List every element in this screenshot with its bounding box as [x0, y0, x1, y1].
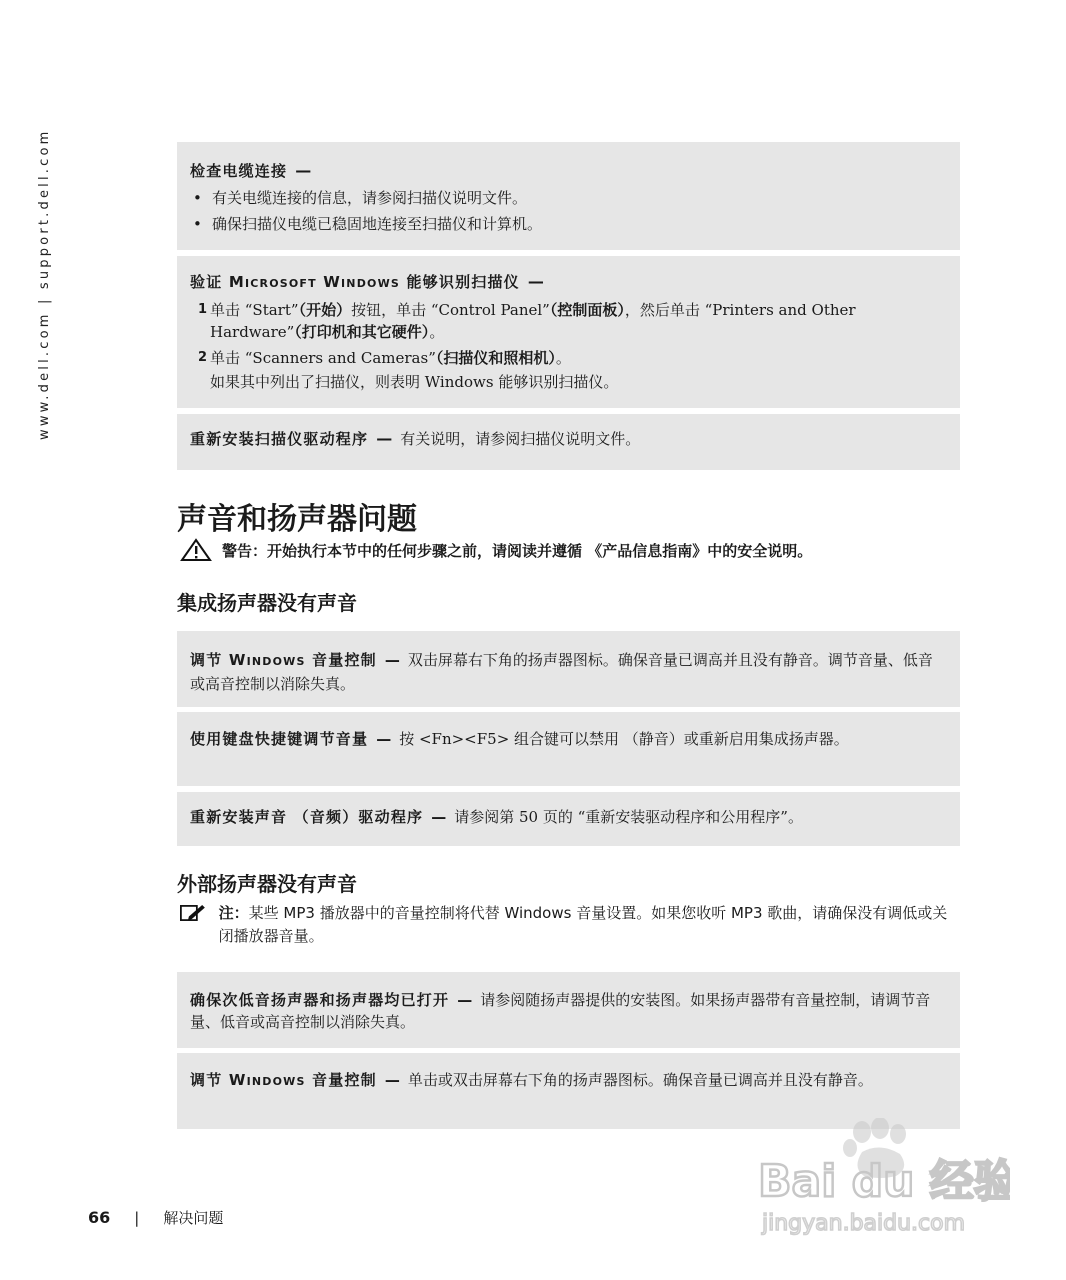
- reinstall-scanner-text: 有关说明，请参阅扫描仪说明文件。: [400, 430, 641, 448]
- note-pencil-icon: [180, 902, 207, 924]
- list-item: • 确保扫描仪电缆已稳固地连接至扫描仪和计算机。: [190, 211, 946, 237]
- verify-dash: —: [527, 272, 544, 291]
- subwoofer-dash: —: [457, 991, 473, 1009]
- external-volume-title-sc: INDOWS: [246, 1075, 306, 1088]
- keyboard-shortcut-text: 按 <Fn><F5> 组合键可以禁用 （静音）或重新启用集成扬声器。: [399, 730, 849, 748]
- subwoofer-title: 确保次低音扬声器和扬声器均已打开: [190, 991, 450, 1009]
- step1-part-f: （打印机和其它硬件）: [294, 323, 430, 341]
- footer-separator: |: [134, 1208, 140, 1227]
- sidebar-url: www.dell.com | support.dell.com: [37, 128, 52, 440]
- verify-title-sc2: INDOWS: [341, 277, 401, 290]
- cable-check-dash: —: [295, 161, 312, 180]
- cable-check-heading: [190, 160, 946, 181]
- step1-part-g: 。: [429, 323, 445, 341]
- baidu-watermark: [750, 1118, 1010, 1238]
- external-volume-dash: —: [384, 1071, 400, 1089]
- reinstall-audio-box: [177, 792, 960, 846]
- subwoofer-text: 请参阅随扬声器提供的安装图。如果扬声器带有音量控制，请调节音量、低音或高音控制以消除失真。: [190, 991, 931, 1031]
- reinstall-scanner-box: [177, 414, 960, 470]
- step2-part-b: （扫描仪和照相机）: [435, 349, 556, 367]
- verify-title-post: 能够识别扫描仪: [400, 273, 520, 291]
- cable-check-box: [177, 142, 960, 250]
- integrated-volume-title-pre: 调节 W: [190, 651, 247, 669]
- warning-notice: [180, 538, 960, 562]
- step1-part-d: （控制面板）: [549, 301, 625, 319]
- reinstall-audio-dash: —: [431, 808, 447, 826]
- reinstall-audio-text: 请参阅第 50 页的 “重新安装驱动程序和公用程序”。: [454, 808, 803, 826]
- verify-step-2: [190, 347, 946, 369]
- step2-part-a: 单击 “Scanners and Cameras”: [210, 349, 436, 367]
- integrated-volume-text: 双击屏幕右下角的扬声器图标。确保音量已调高并且没有静音。调节音量、低音或高音控制以消除失真。: [190, 651, 933, 693]
- step1-part-b: （开始）: [298, 301, 352, 319]
- integrated-heading: 集成扬声器没有声音: [177, 591, 357, 615]
- reinstall-scanner-title: 重新安装扫描仪驱动程序: [190, 430, 369, 448]
- page-footer: [88, 1207, 223, 1228]
- cable-check-title: 检查电缆连接: [190, 162, 288, 180]
- warning-icon: [180, 538, 212, 562]
- verify-windows-box: [177, 256, 960, 408]
- keyboard-shortcut-dash: —: [376, 730, 392, 748]
- watermark-brand: Bai du 经验: [758, 1156, 1010, 1207]
- note-label: 注：: [218, 904, 249, 922]
- step1-part-e: ，然后单击 “Printers and Other Hardware”: [210, 301, 856, 341]
- integrated-volume-title-sc: INDOWS: [246, 655, 306, 668]
- note-text: 某些 MP3 播放器中的音量控制将代替 Windows 音量设置。如果您收听 MP3 歌曲，请确保没有调低或关闭播放器音量。: [218, 904, 948, 945]
- footer-section: 解决问题: [163, 1209, 224, 1227]
- verify-title-mid: W: [316, 273, 342, 291]
- watermark-url: jingyan.baidu.com: [762, 1211, 966, 1236]
- baidu-paw-logo: [750, 1118, 1010, 1238]
- external-heading: 外部扬声器没有声音: [177, 872, 357, 896]
- subwoofer-box: [177, 972, 960, 1048]
- step1-part-a: 单击 “Start”: [210, 301, 299, 319]
- integrated-volume-title-post: 音量控制: [305, 651, 377, 669]
- step-number: 1: [198, 302, 208, 317]
- keyboard-shortcut-title: 使用键盘快捷键调节音量: [190, 730, 369, 748]
- verify-title-pre: 验证 M: [190, 273, 245, 291]
- external-volume-text: 单击或双击屏幕右下角的扬声器图标。确保音量已调高并且没有静音。: [407, 1071, 873, 1089]
- reinstall-audio-title: 重新安装声音 （音频）驱动程序: [190, 808, 424, 826]
- keyboard-shortcut-box: [177, 712, 960, 786]
- verify-heading: [190, 271, 946, 292]
- step1-part-c: 按钮，单击 “Control Panel”: [351, 301, 550, 319]
- section-title: 声音和扬声器问题: [177, 502, 417, 537]
- page-number: 66: [88, 1208, 111, 1227]
- external-volume-title-post: 音量控制: [305, 1071, 377, 1089]
- reinstall-scanner-dash: —: [376, 429, 393, 448]
- integrated-volume-dash: —: [384, 651, 400, 669]
- step-number: 2: [198, 350, 208, 365]
- warning-text: 警告：开始执行本节中的任何步骤之前，请阅读并遵循 《产品信息指南》中的安全说明。: [222, 541, 813, 560]
- step2-part-c: 。: [555, 349, 571, 367]
- note-content: [219, 902, 958, 948]
- integrated-volume-box: [177, 631, 960, 707]
- external-volume-title-pre: 调节 W: [190, 1071, 247, 1089]
- list-item: • 有关电缆连接的信息，请参阅扫描仪说明文件。: [190, 185, 946, 211]
- verify-title-sc1: ICROSOFT: [244, 277, 317, 290]
- cable-check-list: [190, 185, 946, 237]
- verify-step-2-note: 如果其中列出了扫描仪，则表明 Windows 能够识别扫描仪。: [210, 373, 619, 391]
- note-block: [180, 902, 958, 948]
- verify-step-1: [190, 299, 946, 343]
